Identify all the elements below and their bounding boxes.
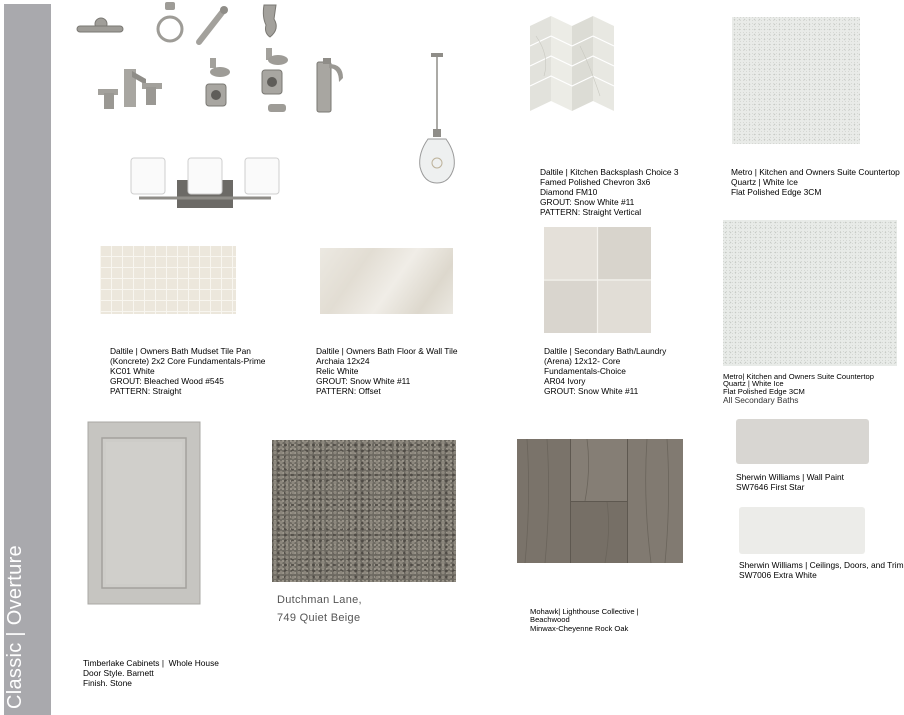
kitchen-quartz-swatch [732, 17, 860, 144]
secondary-quartz-swatch [723, 220, 897, 366]
chevron-backsplash-swatch [530, 16, 614, 111]
collection-title: Classic | Overture [4, 545, 26, 709]
kitchen-countertop-caption: Metro | Kitchen and Owners Suite Countertop Quartz | White Ice Flat Polished Edge 3CM [731, 167, 900, 197]
arena-tile-swatch [544, 227, 651, 333]
shower-trim-icon [258, 46, 294, 118]
carpet-swatch [272, 440, 456, 582]
towel-bar-icon [193, 4, 231, 46]
wood-flooring-swatch [517, 439, 683, 563]
lever-handle-icon [74, 8, 126, 42]
mudset-tile-swatch [100, 246, 236, 314]
ceiling-paint-swatch [739, 507, 865, 554]
wall-paint-swatch [736, 419, 869, 464]
secondary-baths-note: All Secondary Baths [723, 395, 799, 405]
robe-hook-icon [256, 3, 284, 39]
pendant-light-icon [416, 53, 458, 185]
owners-bath-pan-caption: Daltile | Owners Bath Mudset Tile Pan (Koncrete) 2x2 Core Fundamentals-Prime KC01 White GROUT: Bleached Wood #545 PATTERN: Straight [110, 346, 266, 396]
carpet-name-label: Dutchman Lane, [277, 594, 362, 606]
widespread-faucet-icon [96, 67, 164, 109]
vanity-light-icon [129, 154, 281, 210]
backsplash-caption: Daltile | Kitchen Backsplash Choice 3 Famed Polished Chevron 3x6 Diamond FM10 GROUT: Snow White #11 PATTERN: Straight Vertical [540, 167, 679, 217]
ceiling-paint-caption: Sherwin Williams | Ceilings, Doors, and Trim SW7006 Extra White [739, 560, 904, 580]
towel-ring-icon [154, 2, 186, 46]
flooring-caption: Mohawk| Lighthouse Collective | Beachwood Minwax-Cheyenne Rock Oak [530, 607, 639, 633]
secondary-bath-caption: Daltile | Secondary Bath/Laundry (Arena) 12x12- Core Fundamentals-Choice AR04 Ivory GROUT: Snow White #11 [544, 346, 667, 396]
owners-bath-floor-caption: Daltile | Owners Bath Floor & Wall Tile Archaia 12x24 Relic White GROUT: Snow White #11 PATTERN: Offset [316, 346, 458, 396]
carpet-color-label: 749 Quiet Beige [277, 612, 361, 624]
cabinets-caption: Timberlake Cabinets | Whole House Door Style. Barnett Finish. Stone [83, 658, 219, 688]
single-handle-faucet-icon [313, 58, 345, 114]
tub-shower-valve-icon [202, 58, 232, 108]
archaia-tile-swatch [320, 248, 453, 314]
cabinet-door-swatch [87, 421, 201, 605]
secondary-countertop-caption: Metro| Kitchen and Owners Suite Countertop Quartz | White Ice Flat Polished Edge 3CM [723, 372, 874, 396]
wall-paint-caption: Sherwin Williams | Wall Paint SW7646 First Star [736, 472, 844, 492]
